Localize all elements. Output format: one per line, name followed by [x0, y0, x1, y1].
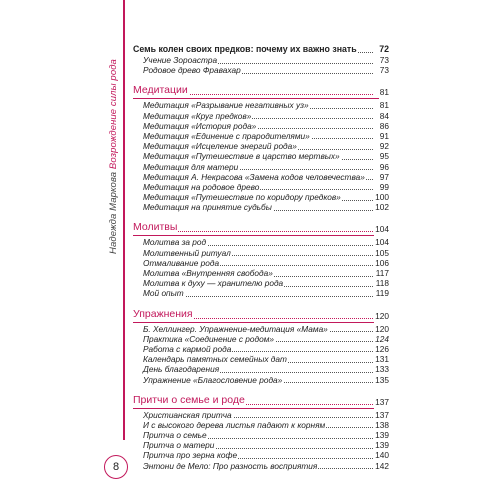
toc-entry-title: И с высокого дерева листья падают к корням: [143, 419, 326, 430]
table-of-contents: [133, 44, 389, 471]
toc-entry-title: Родовое древо Фравахар: [143, 65, 241, 76]
toc-section-exercises: [133, 308, 389, 321]
author-name: Надежда Маркова: [108, 171, 119, 254]
toc-page: 84: [379, 110, 389, 121]
toc-entry-title: Работа с кармой рода: [143, 343, 232, 354]
toc-entry: [133, 141, 389, 151]
toc-entry-title: Притча о матери: [143, 440, 215, 451]
toc-page: 135: [375, 374, 389, 385]
toc-entry: [133, 375, 389, 385]
toc-entry-title: Медитация «Единение с прародителями»: [143, 130, 310, 141]
section-title: Молитвы: [133, 221, 178, 234]
toc-page: 104: [375, 237, 389, 248]
running-header: [108, 6, 119, 254]
toc-page: 72: [379, 44, 389, 54]
toc-entry: [133, 440, 389, 450]
toc-page: 133: [375, 364, 389, 375]
toc-entry: [133, 278, 389, 288]
toc-entry-title: Энтони де Мело: Про разность восприятия: [143, 460, 318, 471]
toc-entry: [133, 344, 389, 354]
toc-entry-title: Отмаливание рода: [143, 257, 220, 268]
section-underline: [133, 322, 389, 323]
section-title: Упражнения: [133, 307, 193, 320]
toc-page: 100: [375, 192, 389, 203]
toc-page: 95: [379, 151, 389, 162]
toc-page: 81: [379, 100, 389, 111]
toc-entry-title: Молитва «Внутренняя свобода»: [143, 268, 273, 278]
toc-page: 86: [379, 120, 389, 131]
toc-section-parables: [133, 394, 389, 407]
toc-entry: [133, 258, 389, 268]
toc-entry-title: Молитва к духу — хранителю рода: [143, 278, 284, 289]
toc-entry: [133, 111, 389, 121]
book-title: Возрождение силы рода: [108, 59, 119, 170]
toc-page: 91: [379, 130, 389, 141]
toc-page: 142: [375, 460, 389, 471]
toc-page: 137: [375, 396, 389, 407]
toc-page: 140: [375, 450, 389, 461]
toc-entry-title: Б. Хеллингер. Упражнение-медитация «Мама»: [143, 323, 328, 334]
toc-entry-title: Медитация А. Некрасова «Замена кодов человечества»: [143, 171, 365, 182]
toc-entry: [133, 450, 389, 460]
section-underline: [133, 98, 389, 99]
toc-page: 118: [375, 278, 389, 289]
toc-entry-title: Притча о семье: [143, 430, 207, 441]
toc-page: 96: [379, 161, 389, 172]
toc-page: 139: [375, 440, 389, 451]
toc-page: 102: [375, 202, 389, 213]
toc-entry-title: Упражнение «Благословение рода»: [143, 374, 283, 385]
toc-entry: [133, 55, 389, 65]
toc-entry-title: Медитация «Разрывание негативных уз»: [143, 100, 309, 111]
section-title: Медитации: [133, 84, 188, 97]
toc-entry-title: Молитва за род: [143, 237, 207, 248]
toc-entry-title: Медитация «Путешествие в царство мертвых»: [143, 151, 340, 162]
toc-entry-title: Медитация «Круг предков»: [143, 110, 252, 121]
toc-entry: [133, 172, 389, 182]
toc-page: 138: [375, 419, 389, 430]
toc-entry-title: Медитация «Путешествие по коридору предков»: [143, 192, 341, 203]
toc-entry-title: Практика «Соединение с родом»: [143, 333, 275, 344]
toc-entry: [133, 248, 389, 258]
toc-entry: [133, 324, 389, 334]
toc-entry: [133, 288, 389, 298]
toc-page: 73: [379, 65, 389, 76]
toc-page: 92: [379, 141, 389, 152]
toc-entry-title: Медитация на принятие судьбы: [143, 202, 272, 213]
toc-entry-title: Медитация для матери: [143, 161, 239, 172]
toc-entry: [133, 334, 389, 344]
toc-entry: [133, 182, 389, 192]
toc-entry-title: Учение Зороастра: [143, 55, 218, 65]
toc-entry-title: Притча про зерна кофе: [143, 450, 238, 461]
toc-entry: [133, 162, 389, 172]
toc-page: 124: [375, 333, 389, 344]
toc-page: 126: [375, 343, 389, 354]
section-underline: [133, 408, 389, 409]
toc-section-meditations: [133, 84, 389, 97]
toc-entry: [133, 131, 389, 141]
toc-entry: [133, 121, 389, 131]
section-gap: [133, 385, 389, 391]
section-gap: [133, 212, 389, 218]
toc-entry: [133, 237, 389, 247]
toc-entry-title: Медитация «История рода»: [143, 120, 257, 131]
toc-entry-title: Календарь памятных семейных дат: [143, 354, 287, 365]
page-number: 8: [104, 455, 128, 479]
toc-entry: [133, 65, 389, 75]
toc-page: 104: [375, 224, 389, 235]
toc-entry: [133, 364, 389, 374]
section-title: Притчи о семье и роде: [133, 393, 245, 406]
toc-page: 117: [375, 268, 389, 278]
toc-entry-title: Мой опыт: [143, 288, 184, 299]
toc-chapter-title: Семь колен своих предков: почему их важно знать: [133, 44, 357, 54]
toc-page: 81: [379, 87, 389, 98]
toc-entry: [133, 268, 389, 278]
toc-page: 120: [375, 310, 389, 321]
toc-chapter: [133, 44, 389, 55]
toc-entry: [133, 461, 389, 471]
toc-entry: [133, 410, 389, 420]
toc-entry: [133, 420, 389, 430]
toc-entry: [133, 202, 389, 212]
toc-section-prayers: [133, 221, 389, 234]
toc-page: 73: [379, 55, 389, 65]
toc-entry: [133, 430, 389, 440]
section-gap: [133, 75, 389, 81]
toc-page: 99: [379, 181, 389, 192]
toc-entry-title: День благодарения: [143, 364, 220, 375]
toc-entry-title: Медитация «Исцеление энергий рода»: [143, 141, 297, 152]
section-underline: [133, 235, 389, 236]
margin-rule: [123, 0, 125, 440]
toc-page: 120: [375, 323, 389, 334]
toc-page: 119: [375, 288, 389, 299]
toc-entry-title: Молитвенный ритуал: [143, 247, 231, 258]
toc-entry: [133, 192, 389, 202]
toc-page: 139: [375, 430, 389, 441]
toc-entry: [133, 354, 389, 364]
toc-page: 97: [379, 171, 389, 182]
toc-page: 137: [375, 409, 389, 420]
toc-entry: [133, 151, 389, 161]
toc-entry-title: Христианская притча: [143, 409, 232, 420]
section-gap: [133, 299, 389, 305]
toc-page: 106: [375, 257, 389, 268]
toc-page: 105: [375, 247, 389, 258]
toc-entry: [133, 100, 389, 110]
toc-entry-title: Медитация на родовое древо: [143, 181, 260, 192]
toc-page: 131: [375, 354, 389, 365]
